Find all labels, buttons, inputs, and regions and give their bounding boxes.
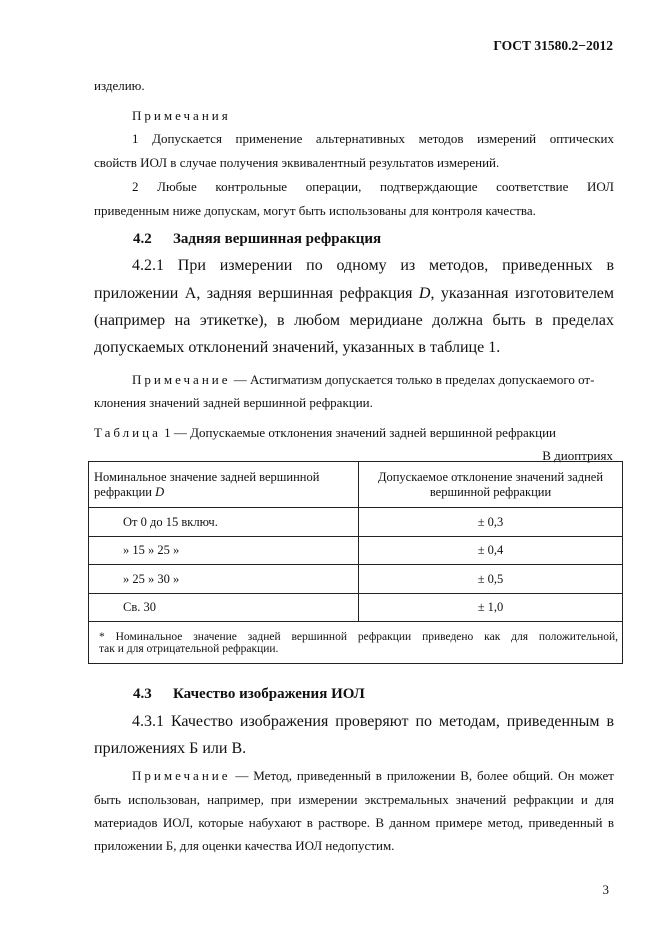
note-2-line-2: приведенным ниже допускам, могут быть использованы для контроля качества. <box>94 203 536 218</box>
nominal-cell: От 0 до 15 включ. <box>89 508 359 537</box>
table-header-row <box>89 462 623 508</box>
nominal-cell: Св. 30 <box>89 594 359 622</box>
section-4-3-number: 4.3 <box>133 686 152 702</box>
note-label: Примечание <box>132 768 231 783</box>
table-caption: Таблица 1 — Допускаемые отклонения значений задней вершинной рефракции <box>94 425 556 440</box>
para-4-3-1-line-2: приложениях Б или В. <box>94 740 247 757</box>
header-nominal: Номинальное значение задней вершинной рефракции D <box>89 462 359 508</box>
table-footnote: * Номинальное значение задней вершинной рефракции приведено как для положительной, так и для отрицательной рефракции. <box>89 622 623 664</box>
table-row <box>89 508 623 537</box>
note-4-2-line-2: клонения значений задней вершинной рефракции. <box>94 395 373 410</box>
para-4-2-1-line-4: допускаемых отклонений значений, указанных в таблице 1. <box>94 339 501 356</box>
para-4-3-1-line-1: 4.3.1 Качество изображения проверяют по методам, приведенным в <box>132 713 614 730</box>
para-4-2-1-line-1: 4.2.1 При измерении по одному из методов, приведенных в <box>132 257 614 274</box>
table-footnote-row <box>89 622 623 664</box>
nominal-cell: » 25 » 30 » <box>89 565 359 594</box>
note-1-line-2: свойств ИОЛ в случае получения эквивалентный результатов измерений. <box>94 155 500 170</box>
note-label: Примечание <box>132 372 231 387</box>
note-4-2-line-1: Примечание — Астигматизм допускается только в пределах допускаемого от- <box>132 372 595 387</box>
section-4-2-number: 4.2 <box>133 231 152 247</box>
notes-title: Примечания <box>132 108 231 123</box>
note-1-line-1: 1 Допускается применение альтернативных методов измерений оптических <box>132 131 614 146</box>
continued-text: изделию. <box>94 78 145 93</box>
table-row <box>89 537 623 565</box>
document-code: ГОСТ 31580.2−2012 <box>493 38 613 53</box>
table-units: В диоптриях <box>542 448 613 463</box>
section-4-3-title: Качество изображения ИОЛ <box>173 686 365 702</box>
para-4-2-1-line-2: приложении А, задняя вершинная рефракция D, указанная изготовителем <box>94 285 614 302</box>
note-4-3-line-4: приложении Б, для оценки качества ИОЛ недопустим. <box>94 838 395 853</box>
section-4-2-title: Задняя вершинная рефракция <box>173 231 382 247</box>
table-row <box>89 594 623 622</box>
tolerance-cell: ± 0,3 <box>359 508 623 537</box>
note-4-3-line-1: Примечание — Метод, приведенный в приложении В, более общий. Он может <box>132 768 614 783</box>
tolerance-cell: ± 0,5 <box>359 565 623 594</box>
note-4-3-line-2: быть использован, например, при измерении экстремальных значений рефракции и для <box>94 792 614 807</box>
tolerance-table <box>88 461 623 664</box>
tolerance-cell: ± 0,4 <box>359 537 623 565</box>
header-tolerance: Допускаемое отклонение значений задней вершинной рефракции <box>359 462 623 508</box>
table-row <box>89 565 623 594</box>
para-4-2-1-line-3: (например на этикетке), в любом меридиане должна быть в пределах <box>94 312 614 329</box>
tolerance-cell: ± 1,0 <box>359 594 623 622</box>
note-2-line-1: 2 Любые контрольные операции, подтверждающие соответствие ИОЛ <box>132 179 614 194</box>
nominal-cell: » 15 » 25 » <box>89 537 359 565</box>
page-number: 3 <box>602 882 609 897</box>
note-4-3-line-3: материадов ИОЛ, которые набухают в растворе. В данном примере метод, приведенный в <box>94 815 614 830</box>
